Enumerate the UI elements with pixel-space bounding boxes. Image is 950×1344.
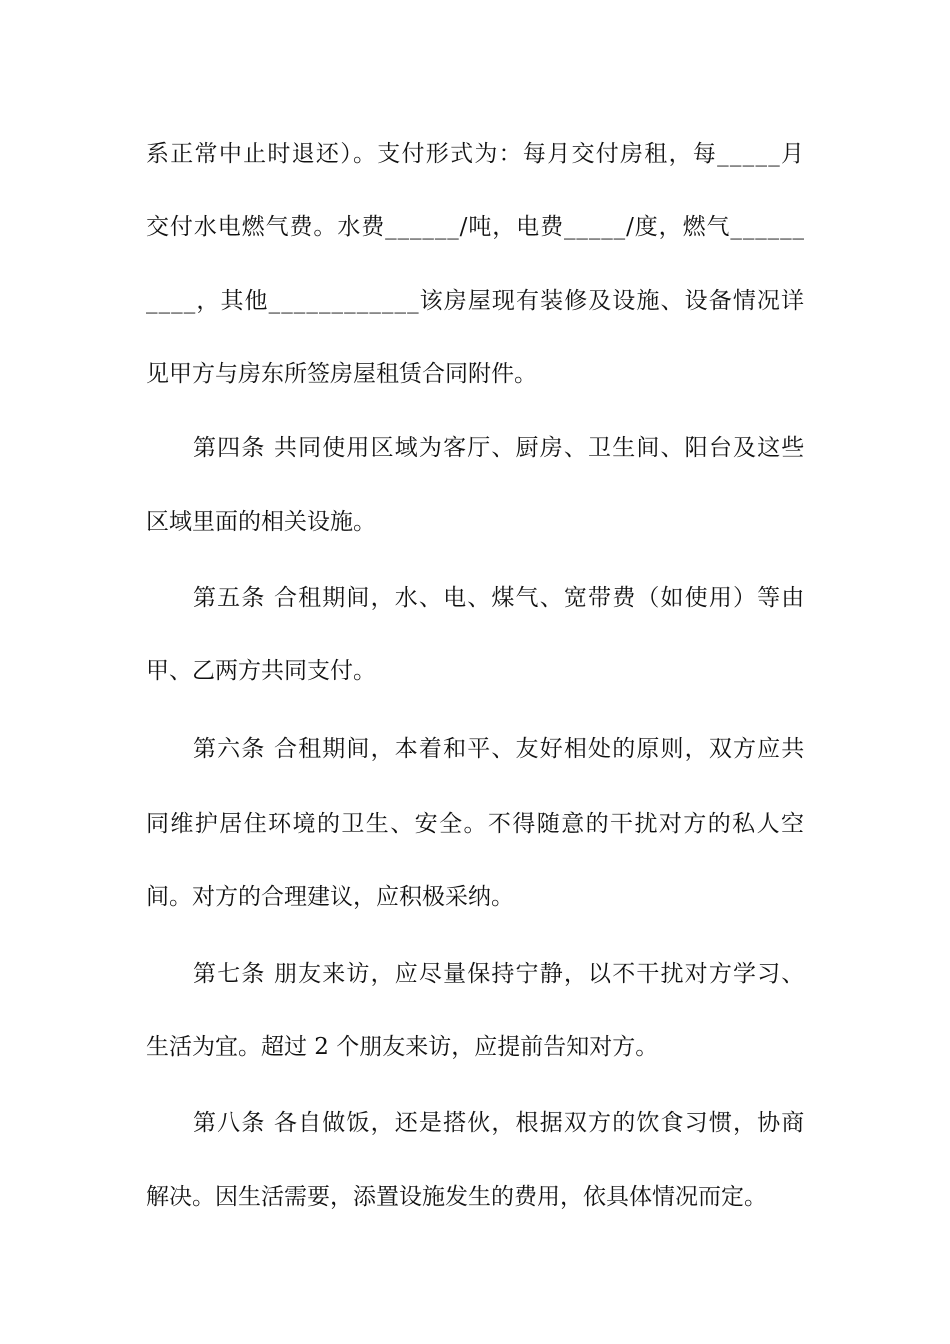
clause-8-start: 第八条 各自做饭，还是搭伙，根据双方的饮食习惯，协商 <box>193 1110 806 1136</box>
text-line-13: 生活为宜。超过 2 个朋友来访，应提前告知对方。 <box>146 1034 659 1060</box>
text-line-1: 系正常中止时退还）。支付形式为：每月交付房租，每_____月 <box>146 141 806 167</box>
text-line-15: 解决。因生活需要，添置设施发生的费用，依具体情况而定。 <box>146 1184 767 1210</box>
text-line-10: 同维护居住环境的卫生、安全。不得随意的干扰对方的私人空 <box>146 811 806 837</box>
text-line-11: 间。对方的合理建议，应积极采纳。 <box>146 884 514 910</box>
clause-7-start: 第七条 朋友来访，应尽量保持宁静，以不干扰对方学习、 <box>193 961 806 987</box>
text-line-8: 甲、乙两方共同支付。 <box>146 658 376 684</box>
text-line-3: ____，其他____________该房屋现有装修及设施、设备情况详 <box>146 288 806 314</box>
clause-5-start: 第五条 合租期间，水、电、煤气、宽带费（如使用）等由 <box>193 585 806 611</box>
text-line-2: 交付水电燃气费。水费______/吨，电费_____/度，燃气______ <box>146 214 805 240</box>
clause-6-start: 第六条 合租期间，本着和平、友好相处的原则，双方应共 <box>193 736 806 762</box>
clause-4-start: 第四条 共同使用区域为客厅、厨房、卫生间、阳台及这些 <box>193 435 806 461</box>
text-line-6: 区域里面的相关设施。 <box>146 509 376 535</box>
text-line-4: 见甲方与房东所签房屋租赁合同附件。 <box>146 361 537 387</box>
